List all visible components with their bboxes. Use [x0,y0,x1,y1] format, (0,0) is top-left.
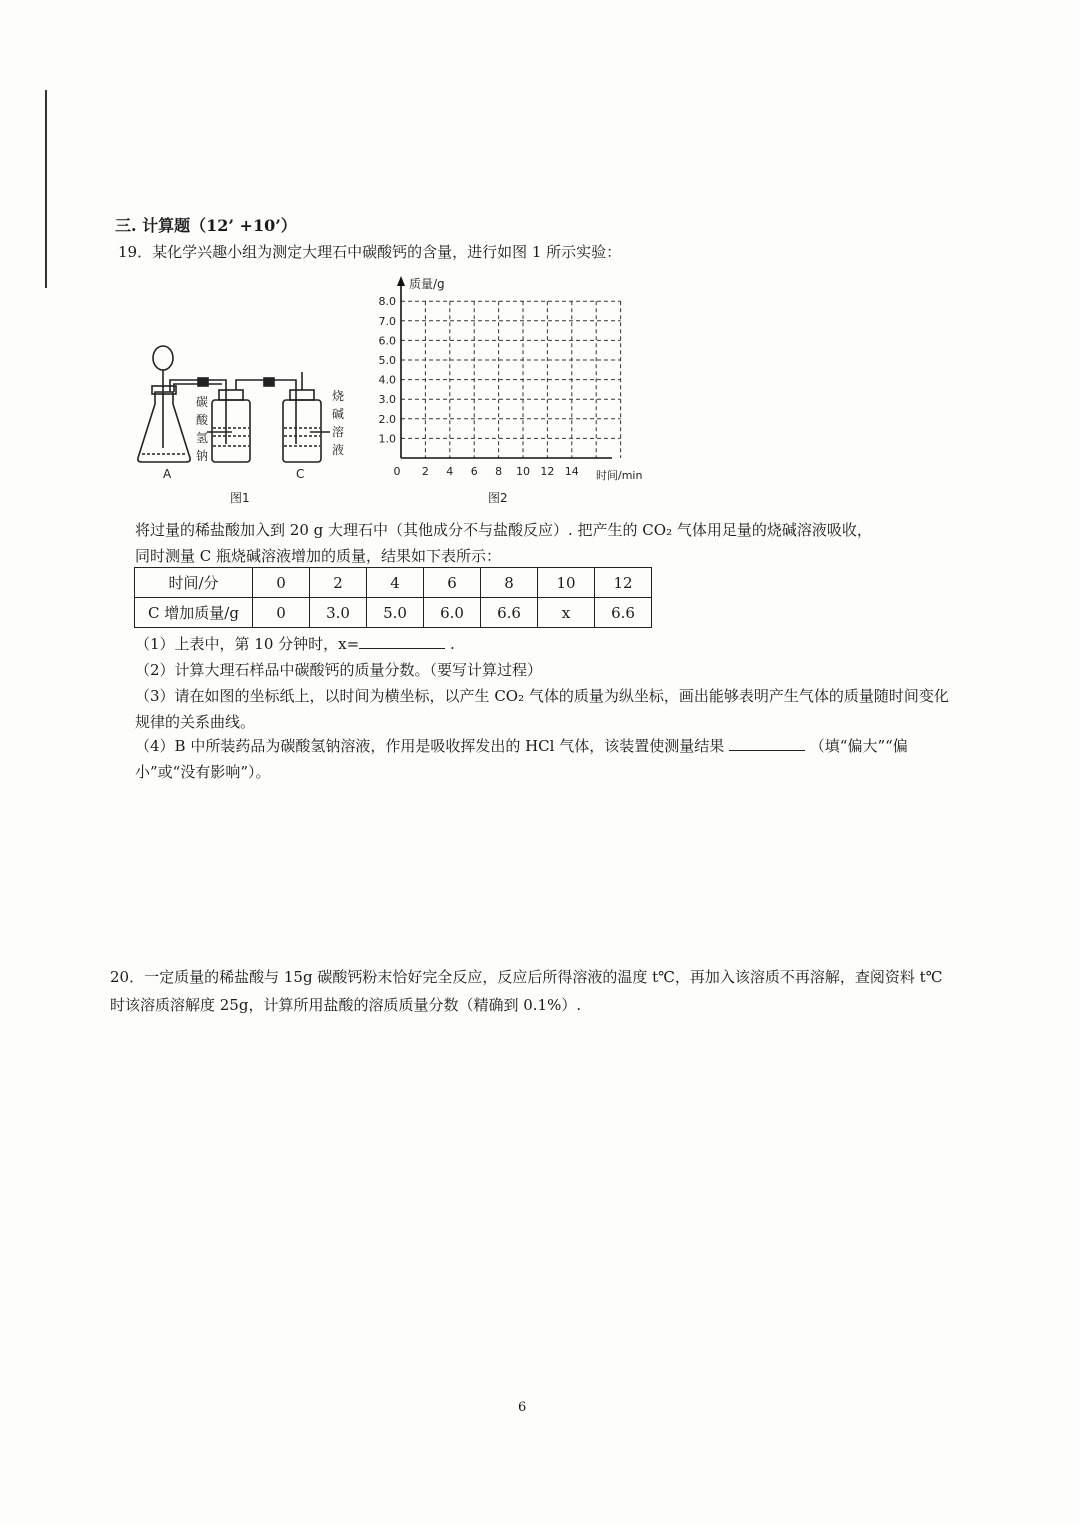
figures [0,0,1080,520]
y-axis-label: 质量/g [409,277,445,291]
table-cell: 2 [310,568,367,598]
y-tick-label: 2.0 [378,412,396,426]
bottle-c-label-char: 液 [332,443,345,457]
table-cell: 12 [595,568,652,598]
x-tick-label: 14 [564,465,579,478]
sub-question-1 [135,631,955,657]
answer-blank-x[interactable] [359,634,445,649]
bottle-c-label: C [296,467,305,481]
y-tick-label: 4.0 [378,373,396,387]
table-cell: 4 [367,568,424,598]
y-tick-label: 1.0 [378,432,396,446]
x-tick-label: 8 [495,465,503,478]
section-title: 三. 计算题（12’ +10’） [115,216,297,235]
sub-question-4 [135,733,955,785]
y-tick-label: 3.0 [378,393,396,407]
description-line-2: 同时测量 C 瓶烧碱溶液增加的质量，结果如下表所示： [135,547,502,565]
sub-question-2: （2）计算大理石样品中碳酸钙的质量分数。（要写计算过程） [135,661,543,679]
x-tick-label: 2 [421,465,429,478]
x-tick-label: 12 [540,465,555,478]
sub-question-1-text: （1）上表中，第 10 分钟时，x= [135,635,360,653]
figure-2-caption: 图2 [488,491,508,505]
table-cell: C 增加质量/g [135,598,253,628]
sub-question-3: （3）请在如图的坐标纸上，以时间为横坐标，以产生 CO₂ 气体的质量为纵坐标，画出能够表明产生气体的质量随时间变化规律的关系曲线。 [135,687,949,731]
sub-question-4-end: （填“偏大”“偏小”或“没有影响”）。 [135,737,908,781]
data-table [134,567,652,628]
bottle-b-label-char: 酸 [196,413,209,427]
table-cell: 8 [481,568,538,598]
table-cell: 6 [424,568,481,598]
question-19-stem: 19．某化学兴趣小组为测定大理石中碳酸钙的含量，进行如图 1 所示实验： [118,243,622,261]
table-cell: x [538,598,595,628]
table-cell: 时间/分 [135,568,253,598]
bottle-c-label-char: 溶 [332,425,345,439]
bottle-b-label-char: 钠 [196,449,209,463]
sub-question-1-end: . [449,635,455,653]
answer-blank-effect[interactable] [729,736,805,751]
table-cell: 6.6 [595,598,652,628]
x-tick-label: 10 [516,465,530,478]
bottle-c-label-char: 碱 [332,407,345,421]
table-cell: 3.0 [310,598,367,628]
question-20: 20．一定质量的稀盐酸与 15g 碳酸钙粉末恰好完全反应，反应后所得溶液的温度 t℃，再加入该溶质不再溶解，查阅资料 t℃时该溶质溶解度 25g，计算所用盐酸的溶质质量分数（精确到 0.1%）. [110,968,943,1014]
y-tick-label: 8.0 [378,295,396,309]
flask-a-label: A [163,467,172,481]
y-tick-label: 6.0 [378,334,396,348]
table-row [135,598,652,628]
x-tick-label: 4 [446,465,454,478]
figure-1-caption: 图1 [230,491,250,505]
table-cell: 0 [253,568,310,598]
x-axis-label: 时间/min [596,469,643,482]
y-tick-label: 5.0 [378,354,396,367]
y-tick-label: 7.0 [378,314,396,328]
table-row [135,568,652,598]
figure-2-grid [379,276,643,505]
description-line-1: 将过量的稀盐酸加入到 20 g 大理石中（其他成分不与盐酸反应）. 把产生的 CO₂ 气体用足量的烧碱溶液吸收， [135,521,872,539]
bottle-b-label-char: 氢 [196,431,209,445]
x-tick-label: 6 [470,465,478,478]
x-tick-label: 0 [393,465,401,478]
figure-1-apparatus [138,346,330,462]
question-19-description [135,517,955,569]
table-cell: 0 [253,598,310,628]
table-cell: 5.0 [367,598,424,628]
bottle-b-label-char: 碳 [196,395,209,409]
sub-question-4-text: （4）B 中所装药品为碳酸氢钠溶液，作用是吸收挥发出的 HCl 气体，该装置使测量结果 [135,737,725,755]
page-number: 6 [518,1400,527,1415]
table-cell: 6.0 [424,598,481,628]
table-cell: 10 [538,568,595,598]
table-cell: 6.6 [481,598,538,628]
bottle-c-label-char: 烧 [332,389,345,403]
